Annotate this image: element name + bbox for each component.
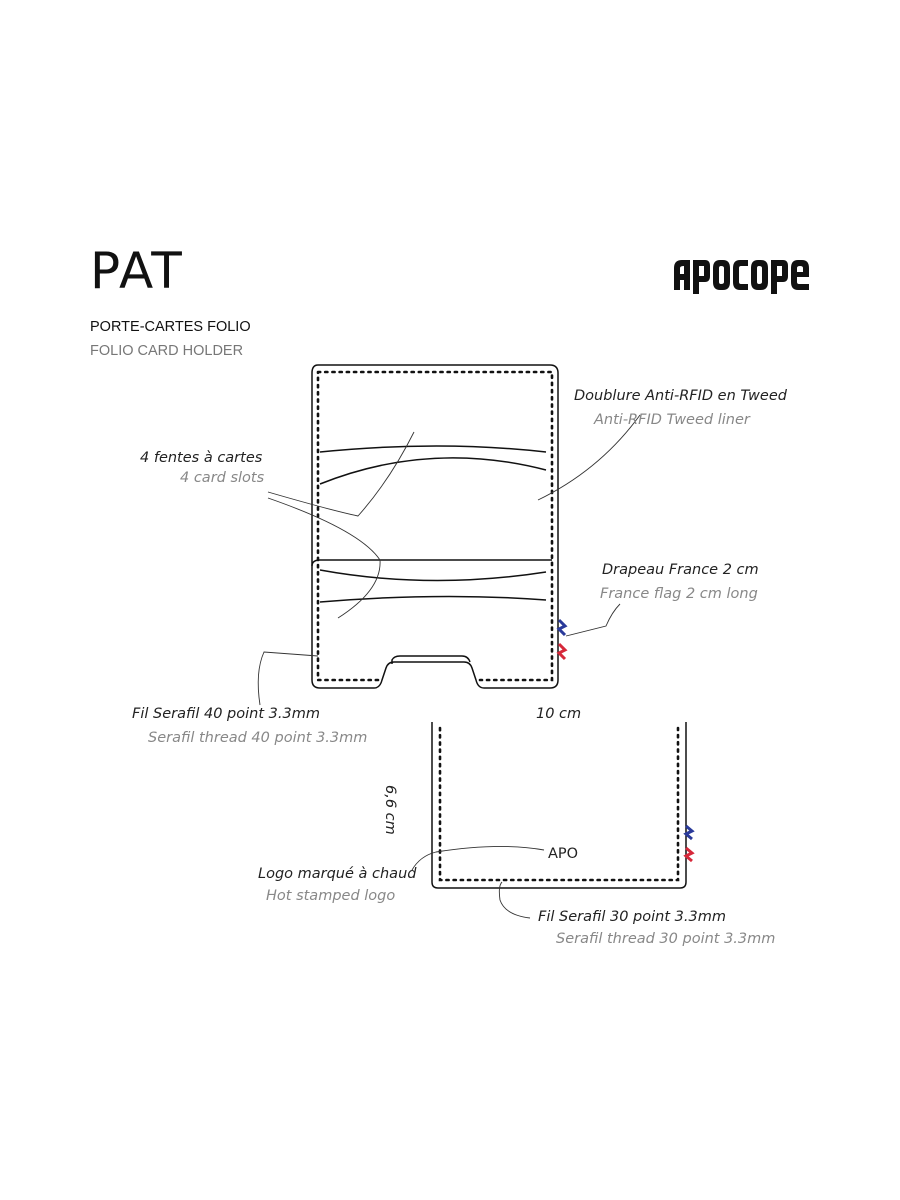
dimension-height: 6,6 cm: [382, 785, 398, 835]
leader-thread40: [258, 652, 318, 705]
page-title: PAT: [90, 242, 184, 300]
card-slot-3: [320, 570, 546, 581]
label-flag-fr: Drapeau France 2 cm: [602, 562, 759, 578]
folio-stitching: [318, 372, 552, 680]
stamped-logo-text: APO: [548, 846, 579, 862]
leader-slots-a: [268, 432, 414, 516]
label-slots-fr: 4 fentes à cartes: [140, 450, 263, 466]
label-thread30-fr: Fil Serafil 30 point 3.3mm: [538, 909, 726, 925]
leader-slots-b: [268, 498, 380, 618]
pocket-line: [312, 560, 552, 566]
label-thread30-en: Serafil thread 30 point 3.3mm: [556, 931, 776, 947]
subtitle-english: FOLIO CARD HOLDER: [90, 343, 244, 359]
thumb-cutout-card: [392, 656, 470, 664]
label-liner-en: Anti-RFID Tweed liner: [594, 412, 750, 428]
folded-outline: [432, 722, 686, 888]
card-slot-1: [320, 446, 546, 452]
card-slot-2: [320, 458, 546, 484]
label-slots-en: 4 card slots: [180, 470, 265, 486]
folded-view: [412, 722, 692, 918]
france-flag-folded: [686, 826, 692, 861]
label-liner-fr: Doublure Anti-RFID en Tweed: [574, 388, 787, 404]
france-flag-folio: [559, 620, 565, 659]
label-thread40-fr: Fil Serafil 40 point 3.3mm: [132, 706, 320, 722]
card-slot-4: [320, 596, 546, 602]
dimension-width: 10 cm: [536, 706, 582, 722]
subtitle-french: PORTE-CARTES FOLIO: [90, 319, 251, 335]
label-thread40-en: Serafil thread 40 point 3.3mm: [148, 730, 368, 746]
label-logo-fr: Logo marqué à chaud: [258, 866, 417, 882]
folio-outline: [312, 365, 558, 688]
leader-flag: [566, 604, 620, 636]
folio-card-holder: [258, 365, 640, 705]
label-flag-en: France flag 2 cm long: [600, 586, 758, 602]
label-logo-en: Hot stamped logo: [266, 888, 396, 904]
